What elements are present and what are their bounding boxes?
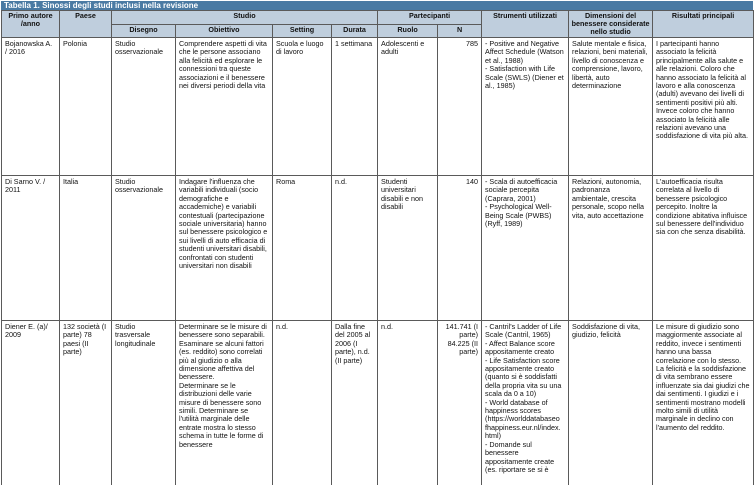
header-obiettivo: Obiettivo bbox=[176, 24, 273, 38]
header-disegno: Disegno bbox=[112, 24, 176, 38]
header-dimensioni: Dimensioni del benessere considerate nello studio bbox=[569, 11, 653, 38]
obiettivo-paragraph: Determinare se le misure di benessere sono separabili. Esaminare se alcuni fattori (es. reddito) sono correlati più al giudizio o alla dimensione affettiva del benessere. bbox=[179, 322, 267, 382]
header-paese: Paese bbox=[60, 11, 112, 38]
strumento-item: - Domande sul benessere appositamente create (es. riportare se si è bbox=[485, 439, 555, 474]
cell-ruolo: Adolescenti e adulti bbox=[378, 38, 438, 176]
cell-disegno: Studio trasversale longitudinale bbox=[112, 321, 176, 485]
cell-strumenti bbox=[482, 321, 569, 485]
cell-setting: Roma bbox=[273, 176, 332, 321]
header-n: N bbox=[438, 24, 482, 38]
table-caption: Tabella 1. Sinossi degli studi inclusi nella revisione bbox=[1, 1, 753, 10]
cell-n: 141.741 (I parte) 84.225 (II parte) bbox=[438, 321, 482, 485]
cell-ruolo: Studenti universitari disabili e non disabili bbox=[378, 176, 438, 321]
strumento-item: - Affect Balance score appositamente creato bbox=[485, 338, 555, 357]
cell-disegno: Studio osservazionale bbox=[112, 38, 176, 176]
cell-strumenti bbox=[482, 176, 569, 321]
cell-paese: Italia bbox=[60, 176, 112, 321]
cell-autore: Di Sarno V. / 2011 bbox=[2, 176, 60, 321]
synopsis-table bbox=[1, 10, 754, 485]
cell-setting: n.d. bbox=[273, 321, 332, 485]
cell-n: 785 bbox=[438, 38, 482, 176]
cell-autore: Diener E. (a)/ 2009 bbox=[2, 321, 60, 485]
cell-dimensioni: Soddisfazione di vita, giudizio, felicità bbox=[569, 321, 653, 485]
cell-obiettivo: Comprendere aspetti di vita che le persone associano alla felicità ed esplorare le connessioni tra queste associazioni e il benessere nei diversi periodi della vita bbox=[176, 38, 273, 176]
obiettivo-paragraph: Determinare se le distribuzioni delle varie misure di benessere sono simili. Determinare se l'utilità marginale delle entrate mostra lo stesso schema in tutte le forme di benessere bbox=[179, 380, 264, 449]
cell-dimensioni: Salute mentale e fisica, relazioni, beni materiali, livello di conoscenza e comprensione, lavoro, libertà, auto determinazione bbox=[569, 38, 653, 176]
header-primo-autore: Primo autore /anno bbox=[2, 11, 60, 38]
header-strumenti: Strumenti utilizzati bbox=[482, 11, 569, 38]
strumento-item: - Satisfaction with Life Scale (SWLS) (Diener et al., 1985) bbox=[485, 64, 564, 91]
cell-ruolo: n.d. bbox=[378, 321, 438, 485]
cell-risultati: Le misure di giudizio sono maggiormente associate al reddito, invece i sentimenti hanno una bassa correlazione con lo stesso. La felicità e la soddisfazione di vita sembrano essere influenzate sia dai giudizi che dai sentimenti. I giudizi e i sentimenti mostrano modelli molto simili di utilità marginale in declino con l'aumento del reddito. bbox=[653, 321, 754, 485]
cell-paese: Polonia bbox=[60, 38, 112, 176]
strumento-item: - Scala di autoefficacia sociale percepita (Caprara, 2001) bbox=[485, 177, 558, 203]
cell-paese: 132 società (I parte) 78 paesi (II parte) bbox=[60, 321, 112, 485]
cell-risultati: I partecipanti hanno associato la felicità principalmente alla salute e alle relazioni. Coloro che hanno associato la felicità al lavoro e alla conoscenza (adulti) avevano dei livelli di sentimenti positivi più alti. Invece coloro che hanno associato la felicità alle relazioni avevano una soddisfazione di vita più alta. bbox=[653, 38, 754, 176]
header-risultati: Risultati principali bbox=[653, 11, 754, 38]
strumento-item: - World database of happiness scores (https://worlddatabaseo fhappiness.eur.nl/index. html) bbox=[485, 397, 561, 441]
cell-dimensioni: Relazioni, autonomia, padronanza ambientale, crescita personale, scopo nella vita, auto accettazione bbox=[569, 176, 653, 321]
cell-durata: 1 settimana bbox=[332, 38, 378, 176]
cell-durata: Dalla fine del 2005 al 2006 (I parte), n.d. (II parte) bbox=[332, 321, 378, 485]
header-studio: Studio bbox=[112, 11, 378, 25]
cell-durata: n.d. bbox=[332, 176, 378, 321]
cell-obiettivo: Indagare l'influenza che variabili individuali (socio demografiche e accademiche) e variabili contestuali (partecipazione sociale universitaria) hanno sul benessere psicologico e sui livelli di auto efficacia di studenti universitari disabili, confrontati con studenti universitari non disabili bbox=[176, 176, 273, 321]
cell-risultati: L'autoefficacia risulta correlata al livello di benessere psicologico percepito. Inoltre la condizione abitativa influisce sul benessere dell'individuo sia con che senza disabilità. bbox=[653, 176, 754, 321]
header-partecipanti: Partecipanti bbox=[378, 11, 482, 25]
header-ruolo: Ruolo bbox=[378, 24, 438, 38]
cell-autore: Bojanowska A. / 2016 bbox=[2, 38, 60, 176]
table-row bbox=[2, 176, 754, 321]
strumento-item: - Positive and Negative Affect Schedule (Watson et al., 1988) bbox=[485, 39, 564, 65]
strumento-item: - Psychological Well-Being Scale (PWBS) (Ryff, 1989) bbox=[485, 202, 552, 229]
header-durata: Durata bbox=[332, 24, 378, 38]
cell-obiettivo bbox=[176, 321, 273, 485]
header-setting: Setting bbox=[273, 24, 332, 38]
cell-n: 140 bbox=[438, 176, 482, 321]
table-row bbox=[2, 321, 754, 485]
cell-strumenti bbox=[482, 38, 569, 176]
cell-disegno: Studio osservazionale bbox=[112, 176, 176, 321]
table-row bbox=[2, 38, 754, 176]
strumento-item: - Life Satisfaction score appositamente creato (quanto si è soddisfatti della propria vita su una scala da 0 a 10) bbox=[485, 355, 562, 399]
cell-setting: Scuola e luogo di lavoro bbox=[273, 38, 332, 176]
strumento-item: - Cantril's Ladder of Life Scale (Cantril, 1965) bbox=[485, 322, 562, 340]
